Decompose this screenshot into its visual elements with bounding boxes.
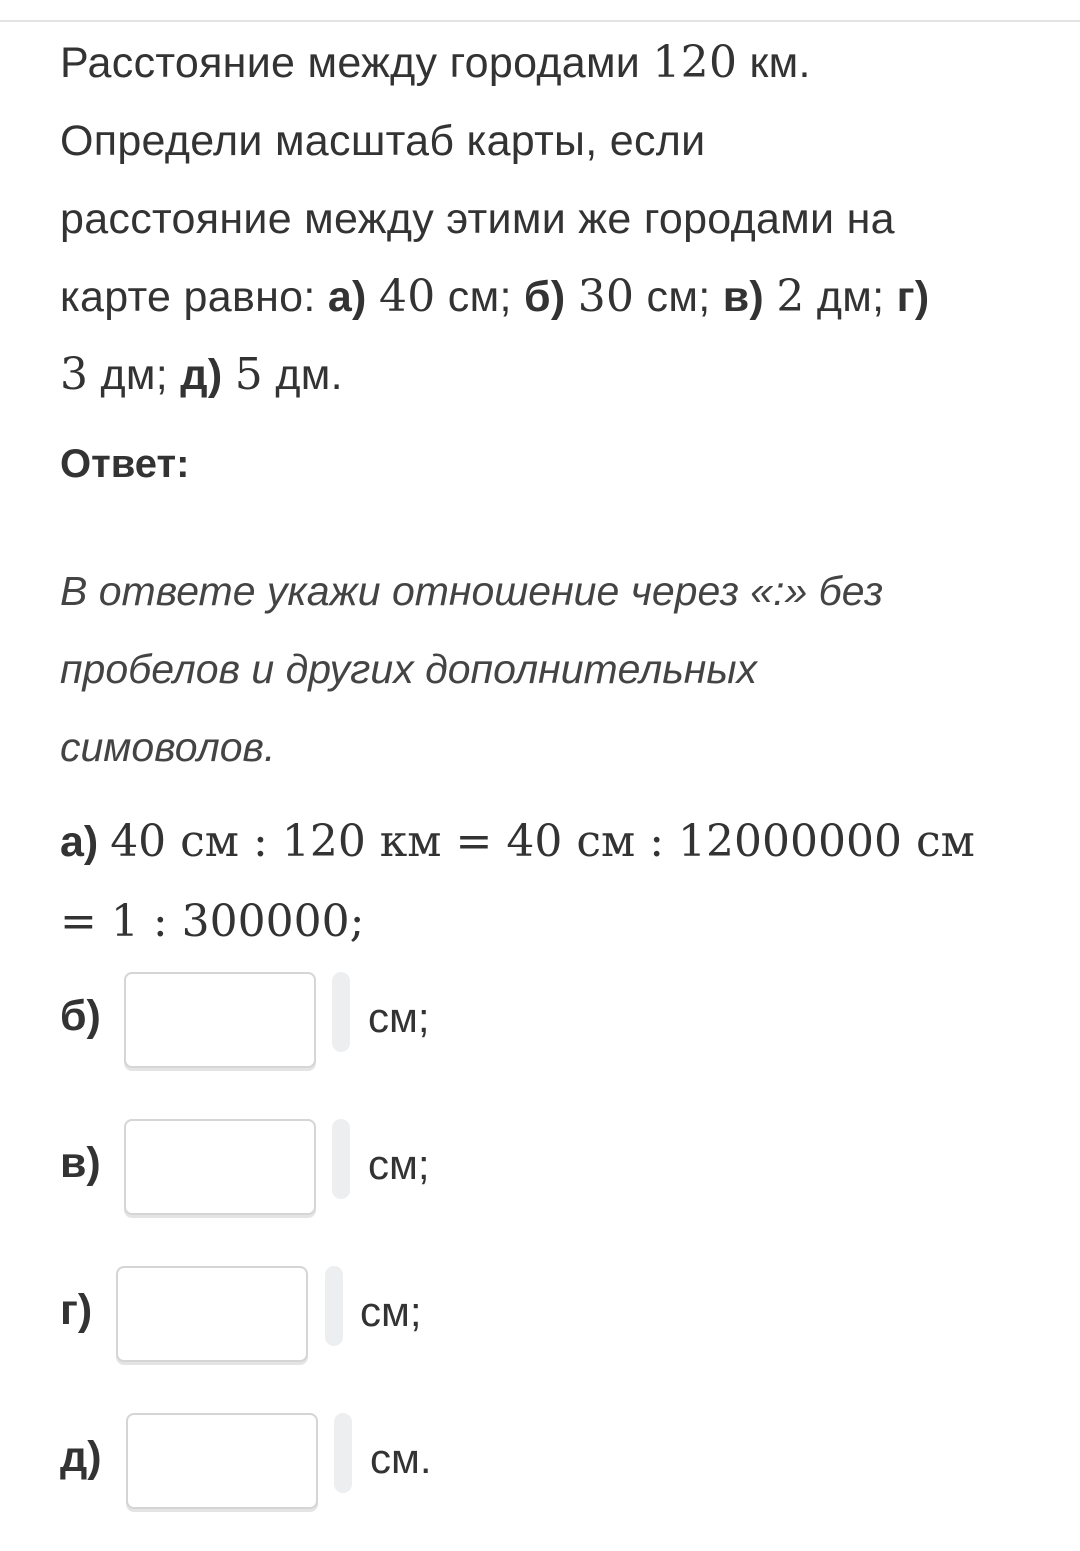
- task-item-label: в): [722, 273, 765, 321]
- task-item-label: б): [523, 273, 566, 321]
- exercise-content: [60, 24, 1020, 1482]
- solution-line-2: = 1 : 300000;: [60, 896, 365, 947]
- answer-row-g: [60, 1266, 660, 1366]
- task-line-2: Определи масштаб карты, если: [60, 117, 706, 165]
- task-line-1: [60, 39, 811, 87]
- top-divider: [0, 20, 1080, 22]
- input-side-handle: [334, 1413, 352, 1493]
- task-line-1-text: Расстояние между городами: [60, 39, 653, 87]
- answer-input-g[interactable]: [116, 1266, 308, 1362]
- task-line-4-text: карте равно:: [60, 273, 328, 321]
- answer-heading: Ответ:: [60, 442, 190, 486]
- task-item-value: 3: [60, 349, 89, 400]
- task-item-unit: дм;: [816, 273, 885, 321]
- answer-row-v: [60, 1119, 660, 1219]
- answer-input-v[interactable]: [124, 1119, 316, 1215]
- task-text: [60, 24, 1020, 414]
- task-item-value: 2: [776, 271, 805, 322]
- task-line-3: расстояние между этими же городами на: [60, 195, 895, 243]
- solution-example: [60, 802, 1030, 962]
- answer-input-d[interactable]: [126, 1413, 318, 1509]
- hint-line-1: В ответе укажи отношение через «:» без: [60, 568, 884, 614]
- answer-unit: см;: [368, 1141, 430, 1188]
- solution-line-1: 40 см : 120 км = 40 см : 12000000 см: [110, 816, 975, 867]
- task-item-value: 40: [378, 271, 436, 322]
- task-item-label: а): [327, 273, 367, 321]
- answer-unit: см.: [370, 1435, 432, 1482]
- solution-label: а): [60, 818, 99, 866]
- task-item-value: 5: [234, 349, 264, 400]
- answer-label: г): [60, 1286, 93, 1334]
- distance-unit: км.: [737, 39, 811, 87]
- answer-label: д): [60, 1433, 102, 1481]
- input-side-handle: [332, 972, 350, 1052]
- task-item-unit: дм.: [275, 351, 343, 399]
- answer-unit: см;: [360, 1288, 422, 1335]
- answer-row-d: [60, 1413, 660, 1513]
- task-item-label: г): [896, 273, 930, 321]
- answer-row-b: [60, 972, 660, 1072]
- hint-line-3: симоволов.: [60, 724, 276, 770]
- input-side-handle: [325, 1266, 343, 1346]
- answer-label: в): [60, 1139, 101, 1187]
- distance-value: 120: [652, 37, 738, 88]
- answer-input-b[interactable]: [124, 972, 316, 1068]
- task-item-unit: дм;: [100, 351, 169, 399]
- answer-hint: [60, 552, 1020, 786]
- task-item-unit: см;: [646, 273, 711, 321]
- task-item-value: 30: [577, 271, 635, 322]
- hint-line-2: пробелов и других дополнительных: [60, 646, 758, 692]
- answer-unit: см;: [368, 994, 430, 1041]
- task-item-label: д): [180, 351, 223, 399]
- input-side-handle: [332, 1119, 350, 1199]
- answer-label: б): [60, 992, 101, 1040]
- task-item-unit: см;: [447, 273, 512, 321]
